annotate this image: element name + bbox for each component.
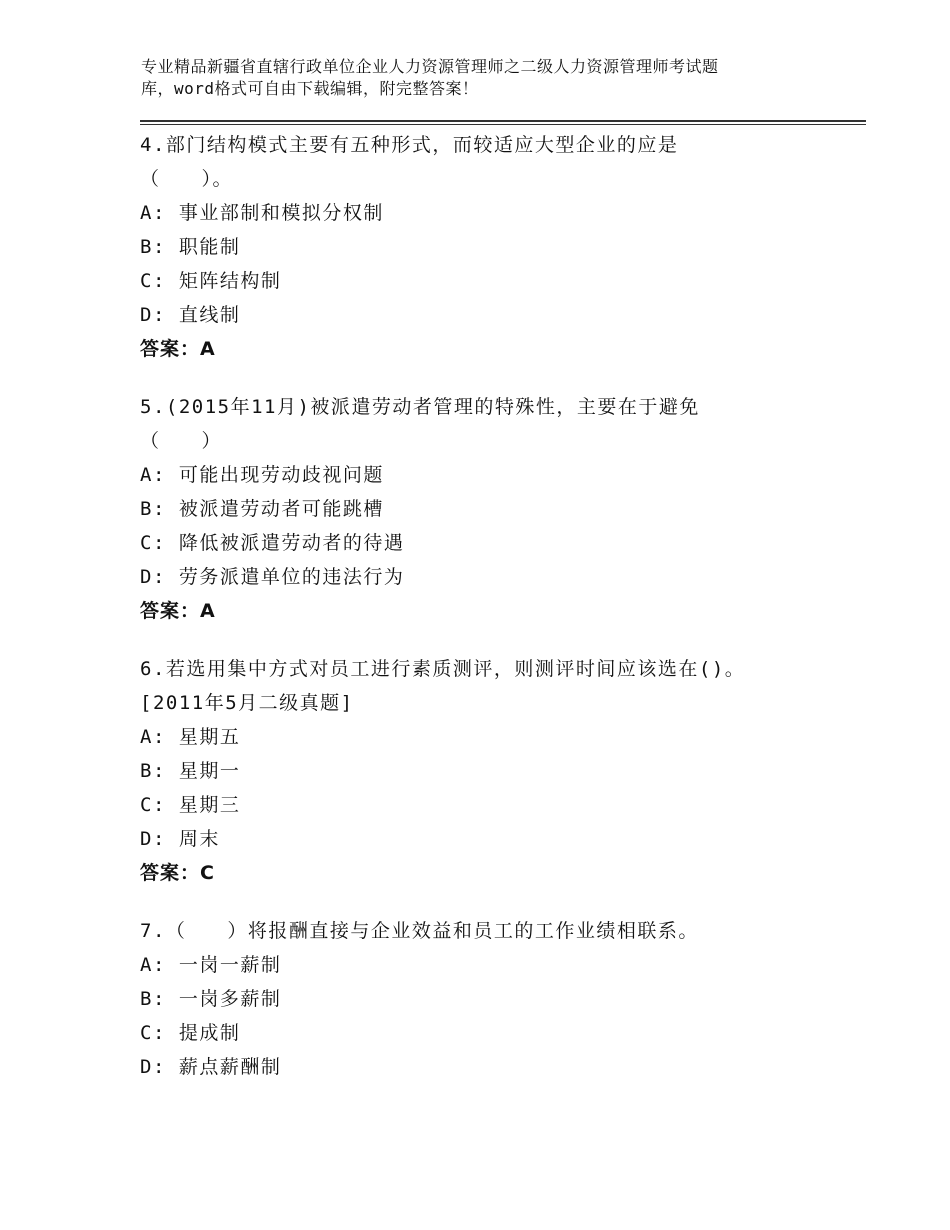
option-a: A: 一岗一薪制: [140, 954, 282, 976]
option-b: B: 一岗多薪制: [140, 988, 282, 1010]
option-c: C: 矩阵结构制: [140, 270, 282, 292]
answer: 答案：C: [140, 862, 215, 884]
option-c: C: 提成制: [140, 1022, 241, 1044]
document-header: [141, 56, 821, 100]
question-7: [140, 914, 860, 1084]
question-stem-continued: （ ）。: [140, 168, 234, 190]
question-stem: 5.(2015年11月)被派遣劳动者管理的特殊性，主要在于避免: [140, 396, 700, 418]
header-divider-thin: [140, 124, 866, 125]
question-6: [140, 652, 860, 890]
question-stem-continued: （ ）: [140, 430, 223, 452]
question-list: [140, 128, 860, 1108]
question-stem: 7.（ ）将报酬直接与企业效益和员工的工作业绩相联系。: [140, 920, 699, 942]
answer: 答案：A: [140, 600, 216, 622]
answer: 答案：A: [140, 338, 216, 360]
option-b: B: 星期一: [140, 760, 241, 782]
option-d: D: 直线制: [140, 304, 241, 326]
question-5: [140, 390, 860, 628]
question-stem: 4.部门结构模式主要有五种形式，而较适应大型企业的应是: [140, 134, 679, 156]
option-d: D: 劳务派遣单位的违法行为: [140, 566, 405, 588]
header-line-1: 专业精品新疆省直辖行政单位企业人力资源管理师之二级人力资源管理师考试题: [141, 57, 719, 76]
option-d: D: 周末: [140, 828, 220, 850]
option-b: B: 被派遣劳动者可能跳槽: [140, 498, 384, 520]
option-a: A: 星期五: [140, 726, 241, 748]
option-c: C: 星期三: [140, 794, 241, 816]
question-4: [140, 128, 860, 366]
option-b: B: 职能制: [140, 236, 241, 258]
option-d: D: 薪点薪酬制: [140, 1056, 282, 1078]
header-line-2: 库，word格式可自由下载编辑，附完整答案！: [141, 79, 479, 98]
option-c: C: 降低被派遣劳动者的待遇: [140, 532, 405, 554]
question-stem: 6.若选用集中方式对员工进行素质测评，则测评时间应该选在()。: [140, 658, 746, 680]
option-a: A: 事业部制和模拟分权制: [140, 202, 384, 224]
question-stem-continued: [2011年5月二级真题]: [140, 692, 354, 714]
option-a: A: 可能出现劳动歧视问题: [140, 464, 384, 486]
header-divider-thick: [140, 120, 866, 122]
